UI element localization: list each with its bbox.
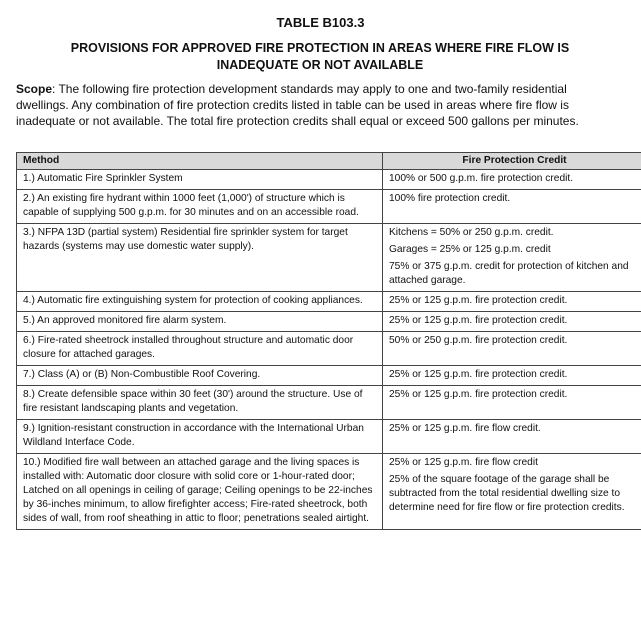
credit-cell [383, 170, 641, 190]
credit-line: 25% or 125 g.p.m. fire protection credit. [389, 295, 568, 306]
credit-cell [383, 332, 641, 366]
table-title-line-1: PROVISIONS FOR APPROVED FIRE PROTECTION IN AREAS WHERE FIRE FLOW IS [70, 41, 570, 55]
credit-line: 25% of the square footage of the garage shall be subtracted from the total residential dwelling size to determine need for fire flow or fire protection credits. [389, 474, 625, 513]
scope-paragraph [16, 81, 616, 129]
credit-cell [383, 366, 641, 386]
method-cell: 8.) Create defensible space within 30 feet (30') around the structure. Use of fire resistant landscaping plants and vegetation. [17, 386, 383, 420]
credit-line: 25% or 125 g.p.m. fire protection credit. [389, 315, 568, 326]
scope-label: Scope [16, 82, 53, 96]
credit-cell [383, 190, 641, 224]
table-row [17, 170, 641, 190]
credit-line: 25% or 125 g.p.m. fire flow credit. [389, 423, 541, 434]
method-cell: 9.) Ignition-resistant construction in accordance with the International Urban Wildland Interface Code. [17, 420, 383, 454]
method-column-header: Method [17, 153, 383, 170]
credit-line: 100% or 500 g.p.m. fire protection credit. [389, 173, 574, 184]
credit-line: Garages = 25% or 125 g.p.m. credit [389, 244, 551, 255]
table-row [17, 190, 641, 224]
credit-cell [383, 386, 641, 420]
scope-text: : The following fire protection development standards may apply to one and two-family residential dwellings. Any combination of fire protection credits listed in table can be used in areas where fire flow is inadequate or not available. The total fire protection credits shall equal or exceed 500 gallons per minutes. [16, 82, 579, 128]
credit-cell [383, 454, 641, 530]
method-cell: 1.) Automatic Fire Sprinkler System [17, 170, 383, 190]
credit-cell [383, 420, 641, 454]
method-cell: 4.) Automatic fire extinguishing system for protection of cooking appliances. [17, 292, 383, 312]
table-row [17, 420, 641, 454]
credit-line: 50% or 250 g.p.m. fire protection credit. [389, 335, 568, 346]
table-row [17, 366, 641, 386]
table-row [17, 386, 641, 420]
table-number: TABLE B103.3 [276, 15, 365, 30]
credit-cell [383, 312, 641, 332]
fire-protection-credit-table [16, 152, 641, 530]
method-cell: 10.) Modified fire wall between an attached garage and the living spaces is installed with: Automatic door closure with solid core or 1-hour-rated door; Latched on all openings in ceiling of garage; Ceiling openings to be 22-inches by 36-inches minimum, to allow firefighter access; Fire-rated sheetrock, both sides of wall, from roof sheathing in attic to floor; penetrations sealed airtight. [17, 454, 383, 530]
method-cell: 3.) NFPA 13D (partial system) Residential fire sprinkler system for target hazards (systems may use domestic water supply). [17, 224, 383, 292]
table-title [20, 40, 620, 74]
method-cell: 2.) An existing fire hydrant within 1000 feet (1,000') of structure which is capable of supplying 500 g.p.m. for 30 minutes and on an accessible road. [17, 190, 383, 224]
credit-line: 75% or 375 g.p.m. credit for protection of kitchen and attached garage. [389, 261, 629, 286]
credit-cell [383, 292, 641, 312]
method-cell: 6.) Fire-rated sheetrock installed throughout structure and automatic door closure for attached garages. [17, 332, 383, 366]
credit-line: 25% or 125 g.p.m. fire protection credit. [389, 389, 568, 400]
table-title-line-2: INADEQUATE OR NOT AVAILABLE [216, 58, 424, 72]
table-header-row [17, 153, 641, 170]
table-row [17, 332, 641, 366]
table-row [17, 312, 641, 332]
credit-cell [383, 224, 641, 292]
method-cell: 7.) Class (A) or (B) Non-Combustible Roof Covering. [17, 366, 383, 386]
table-row [17, 454, 641, 530]
credit-line: 25% or 125 g.p.m. fire flow credit [389, 457, 538, 468]
credit-line: Kitchens = 50% or 250 g.p.m. credit. [389, 227, 554, 238]
credit-column-header: Fire Protection Credit [383, 153, 641, 170]
method-cell: 5.) An approved monitored fire alarm system. [17, 312, 383, 332]
credit-line: 100% fire protection credit. [389, 193, 511, 204]
credit-line: 25% or 125 g.p.m. fire protection credit. [389, 369, 568, 380]
table-row [17, 224, 641, 292]
table-row [17, 292, 641, 312]
